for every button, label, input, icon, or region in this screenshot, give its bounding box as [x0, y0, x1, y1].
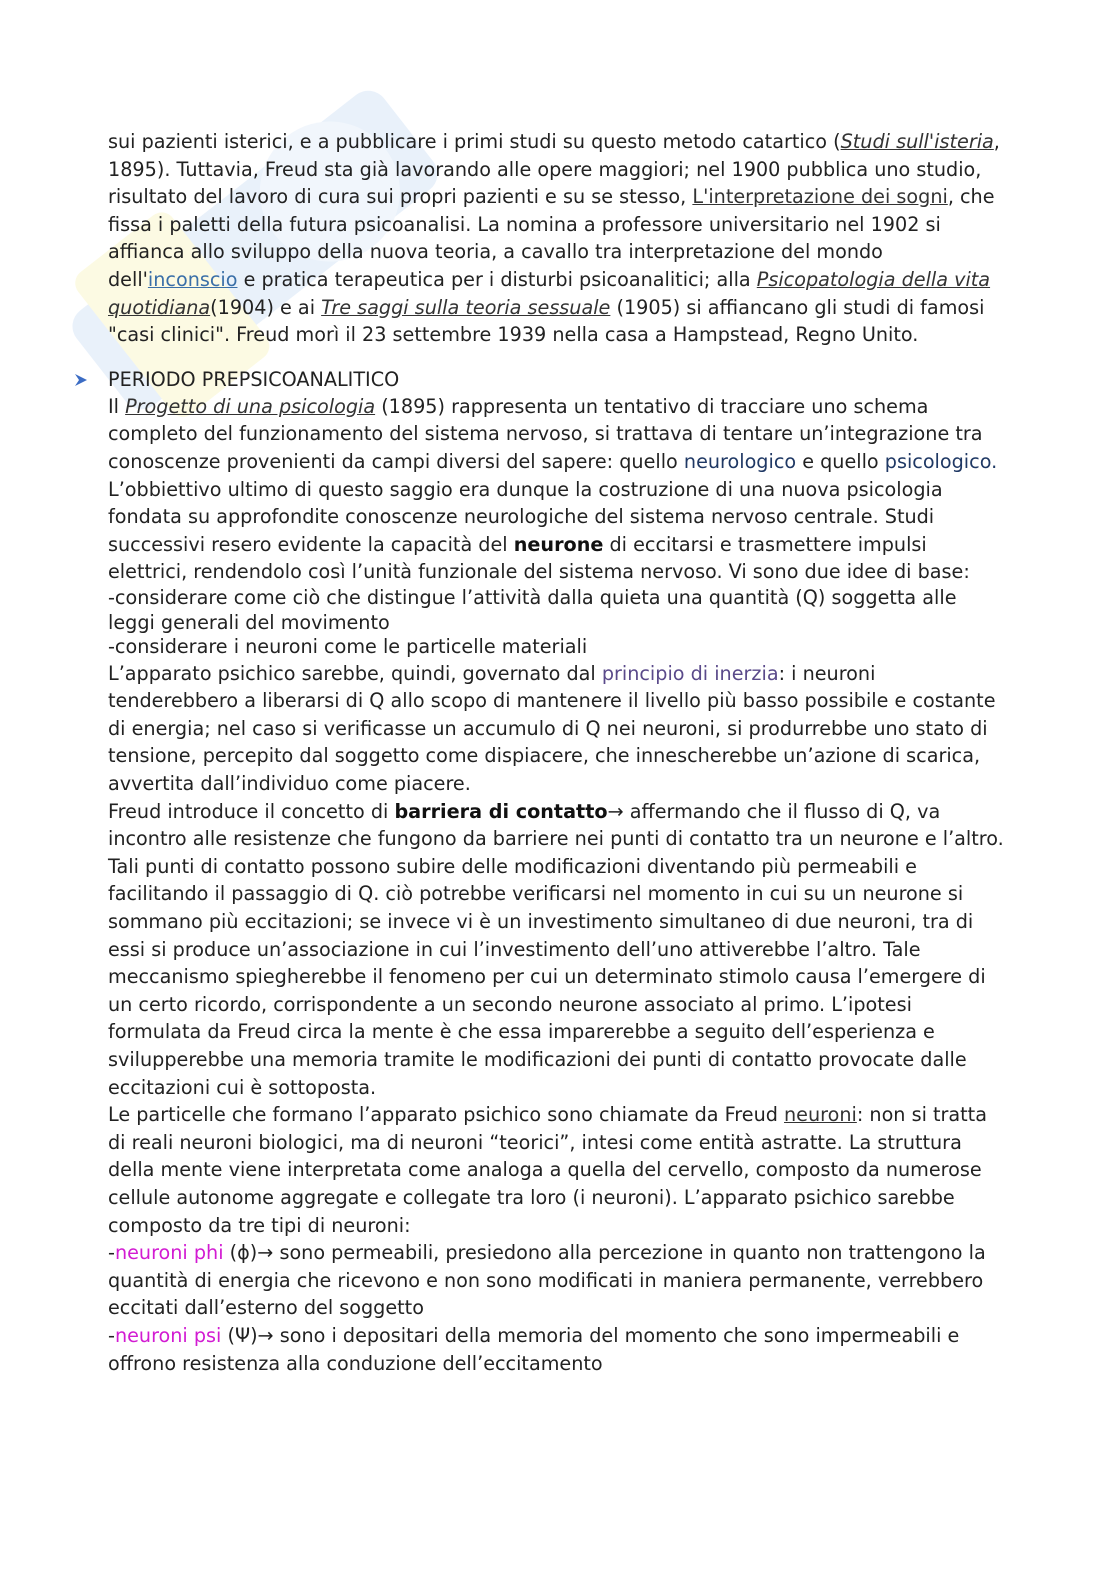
text-run: Freud introduce il concetto di: [108, 799, 395, 823]
section-heading: [108, 367, 1008, 393]
inerzia-paragraph: [108, 660, 1008, 798]
link-studi-isteria[interactable]: Studi sull'isteria: [840, 130, 994, 153]
text-run: → affermando che il flusso di Q, va incontro alle resistenze che fungono da barriere nei punti di contatto tra un neurone e l’altro. Tali punti di contatto possono subire delle modificazioni diventando più permeabili e facilitando il passaggio di Q. ciò potrebbe verificarsi nel momento in cui su un neurone si sommano più eccitazioni; se invece vi è un investimento simultaneo di due neuroni, tra di essi si produce un’associazione in cui l’investimento dell’uno attiverebbe l’altro. Tale meccanismo spiegherebbe il fenomeno per cui un determinato stimolo causa l’emergere di un certo ricordo, corrispondente a un secondo neurone associato al primo. L’ipotesi formulata da Freud circa la mente è che essa imparerebbe a seguito dell’esperienza e svilupperebbe una memoria tramite le modificazioni dei punti di contatto provocate dalle eccitazioni cui è sottoposta.: [108, 799, 1004, 1099]
text-run: : i neuroni tenderebbero a liberarsi di Q allo scopo di mantenere il livello più basso possibile e costante di energia; nel caso si verificasse un accumulo di Q nei neuroni, si produrrebbe uno stato di tensione, percepito dal soggetto come dispiacere, che innescherebbe un’azione di scarica, avvertita dall’individuo come piacere.: [108, 661, 996, 796]
link-tre-saggi[interactable]: Tre saggi sulla teoria sessuale: [321, 295, 611, 319]
section-heading-text: PERIODO PREPSICOANALITICO: [108, 367, 400, 391]
text-run: , 1895). Tuttavia, Freud sta già lavorando alle opere maggiori; nel 1900 pubblica uno studio, risultato del lavoro di cura sui propri pazienti e su se stesso,: [108, 130, 1000, 209]
neuroni-phi-item: [108, 1239, 1008, 1322]
text-run: : non si tratta di reali neuroni biologici, ma di neuroni “teorici”, intesi come entità astratte. La struttura della mente viene interpretata come analoga a quella del cervello, composto da numerose cellule autonome aggregate e collegate tra loro (i neuroni). L’apparato psichico sarebbe composto da tre tipi di neuroni:: [108, 1103, 987, 1237]
document-page: [108, 128, 1008, 1377]
term-psicologico: psicologico.: [884, 449, 998, 473]
progetto-paragraph: [108, 393, 1008, 586]
link-psicopatologia[interactable]: Psicopatologia della vita quotidiana: [108, 267, 991, 319]
text-run: (1904) e ai: [210, 295, 322, 319]
idea-item: -considerare i neuroni come le particelle materiali: [108, 635, 588, 659]
idea-item: -considerare come ciò che distingue l’attività dalla quieta una quantità (Q) soggetta alle leggi generali del movimento: [108, 585, 957, 634]
neuroni-paragraph: [108, 1101, 1008, 1239]
term-neurone: neurone: [513, 532, 604, 556]
text-run: e pratica terapeutica per i disturbi psicoanalitici; alla: [237, 267, 757, 291]
text-run: Le particelle che formano l’apparato psichico sono chiamate da Freud: [108, 1103, 785, 1127]
neuroni-psi-item: [108, 1322, 1008, 1377]
link-progetto-psicologia[interactable]: Progetto di una psicologia: [125, 394, 376, 418]
text-run: L’obbiettivo ultimo di questo saggio era dunque la costruzione di una nuova psicologia fondata su approfondite conoscenze neurologiche del sistema nervoso centrale. Studi successivi resero evidente la capacità del: [108, 477, 943, 556]
text-run: sui pazienti isterici, e a pubblicare i primi studi su questo metodo catartico (: [108, 130, 841, 153]
link-inconscio[interactable]: inconscio: [147, 267, 238, 291]
term-principio-inerzia: principio di inerzia: [601, 661, 779, 685]
term-neuroni-phi: neuroni phi: [114, 1241, 224, 1265]
link-neuroni[interactable]: neuroni: [784, 1103, 857, 1127]
text-run: e quello: [796, 449, 885, 473]
text-run: (ϕ)→ sono permeabili, presiedono alla percezione in quanto non trattengono la quantità di energia che ricevono e non sono modificati in maniera permanente, verrebbero eccitati dall’esterno del soggetto: [108, 1241, 986, 1320]
text-run: , che fissa i paletti della futura psicoanalisi. La nomina a professore universitario nel 1902 si affianca allo sviluppo della nuova teoria, a cavallo tra interpretazione del mondo dell': [108, 185, 995, 291]
dash: -: [108, 1323, 115, 1347]
term-neurologico: neurologico: [683, 449, 797, 473]
text-run: (1895) rappresenta un tentativo di tracciare uno schema completo del funzionamento del sistema nervoso, si trattava di tentare un’integrazione tra conoscenze provenienti da campi diversi del sapere: quello: [108, 394, 983, 473]
term-barriera-contatto: barriera di contatto: [394, 799, 608, 823]
term-neuroni-psi: neuroni psi: [114, 1323, 222, 1347]
text-run: di eccitarsi e trasmettere impulsi elettrici, rendendolo così l’unità funzionale del sistema nervoso. Vi sono due idee di base:: [108, 532, 970, 584]
dash: -: [108, 1241, 115, 1265]
text-run: Il: [108, 394, 126, 418]
link-interpretazione-sogni[interactable]: L'interpretazione dei sogni: [692, 185, 948, 209]
text-run: (Ψ)→ sono i depositari della memoria del momento che sono impermeabili e offrono resistenza alla conduzione dell’eccitamento: [108, 1323, 960, 1375]
arrow-bullet-icon: [74, 373, 88, 387]
barriera-paragraph: [108, 798, 1008, 1102]
text-run: (1905) si affiancano gli studi di famosi "casi clinici". Freud morì il 23 settembre 1939 nella casa a Hampstead, Regno Unito.: [108, 295, 985, 347]
text-run: L’apparato psichico sarebbe, quindi, governato dal: [108, 661, 602, 685]
biography-paragraph: [108, 128, 1008, 349]
